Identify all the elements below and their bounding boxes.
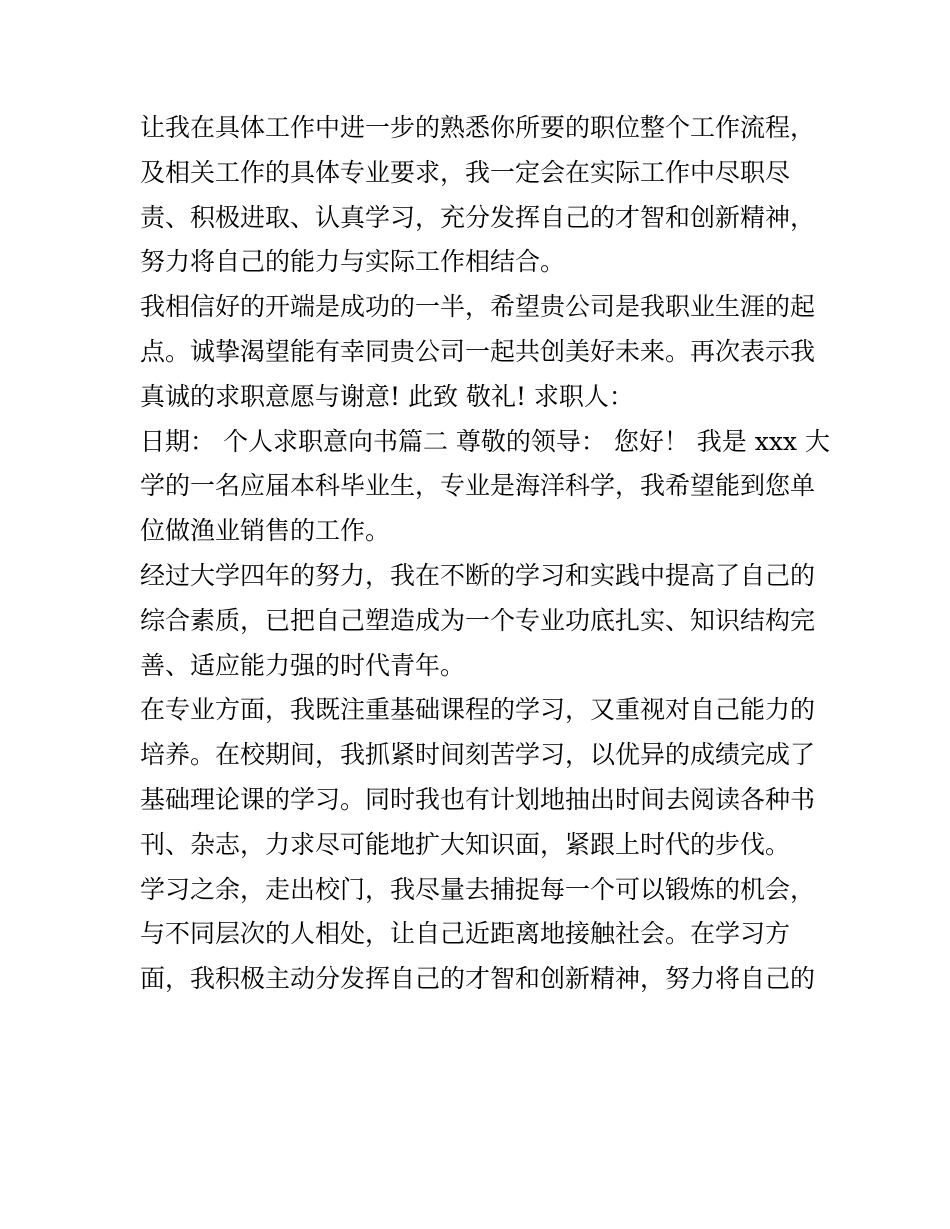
text-line: 让我在具体工作中进一步的熟悉你所要的职位整个工作流程，: [140, 113, 816, 142]
text-line: 位做渔业销售的工作。: [140, 516, 391, 546]
text-line: 培养。在校期间，我抓紧时间刻苦学习，以优异的成绩完成了: [140, 740, 816, 770]
text-line: 日期： 个人求职意向书篇二 尊敬的领导： 您好！ 我是 xxx 大: [140, 426, 830, 456]
text-line: 善、适应能力强的时代青年。: [140, 650, 466, 680]
text-line: 刊、杂志，力求尽可能地扩大知识面，紧跟上时代的步伐。: [140, 829, 791, 859]
text-line: 经过大学四年的努力，我在不断的学习和实践中提高了自己的: [140, 560, 816, 590]
text-line: 在专业方面，我既注重基础课程的学习，又重视对自己能力的: [140, 695, 816, 725]
text-line: 我相信好的开端是成功的一半，希望贵公司是我职业生涯的起: [140, 292, 816, 322]
letter-body: [140, 106, 830, 1002]
text-line: 真诚的求职意愿与谢意! 此致 敬礼! 求职人：: [140, 381, 634, 411]
text-line: 面，我积极主动分发挥自己的才智和创新精神，努力将自己的: [140, 964, 816, 994]
text-line: 及相关工作的具体专业要求，我一定会在实际工作中尽职尽: [140, 157, 791, 187]
text-line: 学习之余，走出校门，我尽量去捕捉每一个可以锻炼的机会，: [140, 874, 816, 904]
text-line: 努力将自己的能力与实际工作相结合。: [140, 247, 566, 277]
text-line: 责、积极进取、认真学习，充分发挥自己的才智和创新精神，: [140, 202, 816, 232]
text-line: 综合素质，已把自己塑造成为一个专业功底扎实、知识结构完: [140, 605, 816, 635]
text-line: 点。诚挚渴望能有幸同贵公司一起共创美好未来。再次表示我: [140, 336, 816, 366]
text-line: 学的一名应届本科毕业生，专业是海洋科学，我希望能到您单: [140, 471, 816, 501]
text-line: 与不同层次的人相处，让自己近距离地接触社会。在学习方: [140, 919, 791, 949]
text-line: 基础理论课的学习。同时我也有计划地抽出时间去阅读各种书: [140, 784, 816, 814]
